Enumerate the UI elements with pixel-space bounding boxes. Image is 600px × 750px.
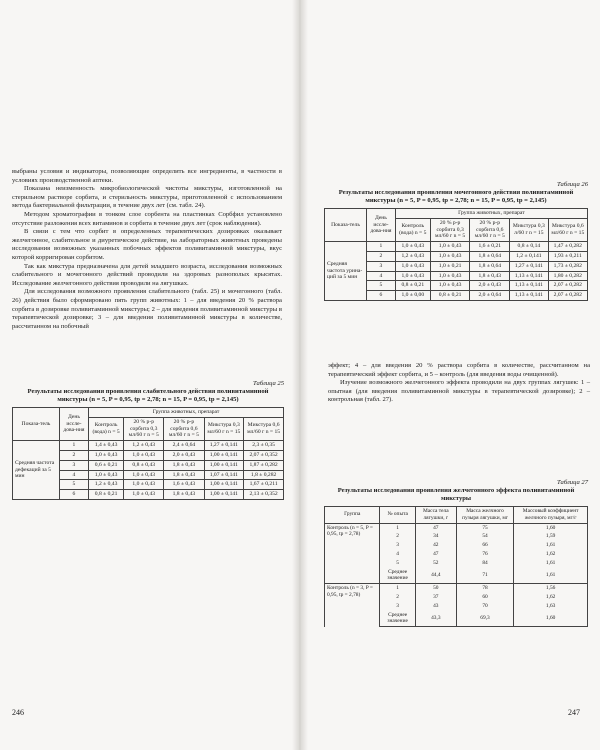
cell: 5 [380,559,415,568]
table-label: Таблица 27 [557,479,588,486]
cell: Среднее значение [380,611,415,627]
col-header: Микстура 0,6 мл/60 г n = 15 [244,417,284,440]
cell: 1,62 [514,550,588,559]
cell: 52 [415,559,456,568]
col-header: Показа-тель [325,209,367,242]
right-page-text [328,362,590,405]
cell: 1,61 [514,541,588,550]
cell: 2,07 ± 0,282 [548,291,587,301]
indicator-cell: Средняя частота урина-ций за 5 мин [325,242,367,301]
cell: 1,13 ± 0,141 [510,281,548,291]
cell: 1,6 ± 0,21 [470,242,510,252]
left-page [0,0,296,750]
cell: 1,8 ± 0,64 [470,261,510,271]
table-header-row [325,209,588,219]
cell: 1,2 ± 0,141 [510,251,548,261]
table-row [325,584,588,593]
cell: 1,0 ± 0,43 [124,480,164,490]
cell: 2,0 ± 0,43 [164,450,204,460]
cell: 1,27 ± 0,141 [204,441,244,451]
page-number-left: 246 [12,708,24,717]
col-header: Контроль (вода) n = 5 [395,218,430,241]
cell: 0,8 ± 0,43 [124,460,164,470]
cell: 1,00 ± 0,141 [204,460,244,470]
table-label: Таблица 26 [557,181,588,188]
table-title: Результаты исследования проявления слабительного действия поливитаминной микстуры (n = 5, P = 0,95, tp = 2,78; n = 15, P = 0,95, tp = 2,145) [27,388,269,403]
table-title: Результаты исследования проявления мочегонного действия поливитаминной микстуры (n = 5, P = 0,95, tp = 2,78; n = 15, P = 0,95, tp = 2,145) [338,189,574,204]
cell: 37 [415,593,456,602]
paragraph: эффект; 4 – для введения 20 % раствора сорбита в количестве, рассчитанном на терапевтический эффект сорбита, и 5 – контроль (для введения воды очищенной). [328,362,590,378]
paragraph: Показана неизменность микробиологической чистоты микстуры, изготовленной на стерильном растворе сорбита, и стерильность микстуры, приготовленной с использованием метода бактериальной фильтрации, в течение двух лет (см. табл. 24). [12,185,282,210]
table-25 [12,380,284,500]
cell: 78 [456,584,514,593]
cell: 1,2 ± 0,43 [124,441,164,451]
paragraph: Для исследования возможного проявления слабительного (табл. 25) и мочегонного (табл. 26) действия было сформировано пять групп животных: 1 – для введения 20 % раствора сорбита в дозировке поливитаминной микстуры; 2 – для введения поливитаминной микстуры в терапевтической дозировке; 3 – для введения поливитаминной микстуры в количестве, рассчитанном на побочный [12,288,282,330]
cell: 54 [456,532,514,541]
cell: 1,62 [514,593,588,602]
cell: 1,47 ± 0,282 [548,242,587,252]
cell: 1,0 ± 0,00 [395,291,430,301]
cell: 1,8 ± 0,43 [164,470,204,480]
cell: 76 [456,550,514,559]
paragraph: В связи с тем что сорбит в определенных терапевтических дозировках оказывает желчегонное, слабительное и диуретическое действие, на лабораторных животных проведены исследования возможных указанных побочных эффектов поливитаминной микстуры, вкус которой корригирован сорбитом. [12,228,282,261]
cell: 1,8 ± 0,64 [470,251,510,261]
col-header: Группа [325,507,380,524]
cell: 1,60 [514,523,588,532]
col-header: Микстура 0,6 мл/60 г n = 15 [548,218,587,241]
cell: 1,00 ± 0,141 [204,490,244,500]
cell: 1,0 ± 0,43 [124,490,164,500]
cell: 1,0 ± 0,43 [430,271,470,281]
cell: 1,0 ± 0,43 [395,271,430,281]
cell: 0,8 ± 0,21 [395,281,430,291]
cell: 1,0 ± 0,43 [89,470,124,480]
col-header: Контроль (вода) n = 5 [89,417,124,440]
cell: 1,0 ± 0,21 [430,261,470,271]
col-header: № опыта [380,507,415,524]
col-header: День иссле-дова-ния [59,408,88,441]
cell: 1,80 ± 0,282 [548,271,587,281]
cell: 47 [415,550,456,559]
paragraph: выбраны условия и индикаторы, позволяющие определить все ингредиенты, в частности в условиях производственной аптеки. [12,168,282,184]
cell: 1,07 ± 0,141 [204,470,244,480]
cell: 2,07 ± 0,352 [244,450,284,460]
cell: 1,13 ± 0,141 [510,271,548,281]
cell: 5 [59,480,88,490]
cell: 1,2 ± 0,43 [395,251,430,261]
page-number-right: 247 [568,708,580,717]
data-table [324,506,588,627]
cell: 1,8 ± 0,43 [470,271,510,281]
cell: 2,3 ± 0,35 [244,441,284,451]
cell: 1,6 ± 0,43 [164,480,204,490]
left-page-text [12,168,282,331]
cell: 1,4 ± 0,43 [89,441,124,451]
cell: 2,07 ± 0,282 [548,281,587,291]
cell: 3 [366,261,395,271]
col-header: Микстура 0,3 мл/60 г n = 15 [204,417,244,440]
table-header-row [325,507,588,524]
cell: 70 [456,602,514,611]
cell: 1,63 [514,602,588,611]
cell: 1,0 ± 0,43 [430,251,470,261]
cell: 3 [380,602,415,611]
table-27 [324,479,588,627]
cell: 1,93 ± 0,211 [548,251,587,261]
cell: 1,8 ± 0,43 [164,490,204,500]
cell: 1 [59,441,88,451]
cell: 1,73 ± 0,282 [548,261,587,271]
cell: 0,8 ± 0,14 [510,242,548,252]
cell: 43,3 [415,611,456,627]
col-header: Группа животных, препарат [89,408,284,418]
cell: 1,00 ± 0,141 [204,480,244,490]
cell: 69,3 [456,611,514,627]
paragraph: Изучение возможного желчегонного эффекта проводили на двух группах лягушек: 1 – опытная (для введения поливитаминной микстуры в терапевтической дозировке); 2 – контрольная (табл. 27). [328,379,590,404]
table-label: Таблица 25 [253,380,284,387]
cell: 0,6 ± 0,21 [89,460,124,470]
cell: 1,0 ± 0,43 [89,450,124,460]
cell: 1,13 ± 0,141 [510,291,548,301]
group-cell: Контроль (n = 3, P = 0,95, tp = 2,78) [325,584,380,627]
cell: 1,0 ± 0,43 [395,242,430,252]
indicator-cell: Средняя частота дефекаций за 5 мин [13,441,60,500]
cell: 2,0 ± 0,64 [470,291,510,301]
book-spine [292,0,308,750]
cell: 1,0 ± 0,43 [395,261,430,271]
cell: 75 [456,523,514,532]
col-header: Группа животных, препарат [395,209,587,219]
cell: 0,8 ± 0,21 [430,291,470,301]
col-header: 20 % р-р сорбита 0,6 мл/60 г n = 5 [470,218,510,241]
cell: 47 [415,523,456,532]
cell: 1,61 [514,568,588,584]
table-26 [324,181,588,301]
table-row [325,523,588,532]
table-row [325,242,588,252]
cell: 1 [366,242,395,252]
col-header: Показа-тель [13,408,60,441]
col-header: 20 % р-р сорбита 0,6 мл/60 г n = 5 [164,417,204,440]
data-table [12,407,284,500]
cell: 2 [380,532,415,541]
cell: 1,00 ± 0,141 [204,450,244,460]
paragraph: Методом хроматографии в тонком слое сорбента на пластинках Сорбфил установлено отсутствие разложения всех витаминов и сорбита в течение двух лет (срок наблюдения). [12,210,282,227]
col-header: Микстура 0,3 л/60 г n = 15 [510,218,548,241]
col-header: 20 % р-р сорбита 0,3 мл/60 г n = 5 [430,218,470,241]
cell: 50 [415,584,456,593]
cell: 1,2 ± 0,43 [89,480,124,490]
cell: 2 [366,251,395,261]
cell: 84 [456,559,514,568]
cell: 1,0 ± 0,43 [430,281,470,291]
cell: 1 [380,584,415,593]
col-header: Масса тела лягушки, г [415,507,456,524]
cell: 44,4 [415,568,456,584]
cell: Среднее значение [380,568,415,584]
cell: 1,27 ± 0,141 [510,261,548,271]
cell: 2 [59,450,88,460]
paragraph: Так как микстура предназначена для детей младшего возраста, исследования возможных слабительного и мочегонного действий проводили на здоровых разнополых крысятах. Исследование желчегонного действия проводили на лягушках. [12,262,282,287]
cell: 1,8 ± 0,282 [244,470,284,480]
cell: 43 [415,602,456,611]
cell: 1,67 ± 0,211 [244,480,284,490]
cell: 34 [415,532,456,541]
cell: 6 [366,291,395,301]
cell: 1,56 [514,584,588,593]
cell: 0,8 ± 0,21 [89,490,124,500]
cell: 1,0 ± 0,43 [430,242,470,252]
cell: 1,61 [514,559,588,568]
table-header-row [13,408,284,418]
col-header: Массовый коэффициент желчного пузыря, мг/г [514,507,588,524]
cell: 2,0 ± 0,43 [470,281,510,291]
cell: 60 [456,593,514,602]
cell: 4 [59,470,88,480]
cell: 2,13 ± 0,352 [244,490,284,500]
table-title: Результаты исследования проявления желчегонного эффекта поливитаминной микстуры [337,487,575,502]
cell: 2,4 ± 0,64 [164,441,204,451]
cell: 5 [366,281,395,291]
cell: 1 [380,523,415,532]
cell: 4 [366,271,395,281]
cell: 1,60 [514,611,588,627]
cell: 71 [456,568,514,584]
cell: 1,0 ± 0,43 [124,450,164,460]
cell: 6 [59,490,88,500]
cell: 42 [415,541,456,550]
cell: 3 [59,460,88,470]
col-header: 20 % р-р сорбита 0,3 мл/60 г n = 5 [124,417,164,440]
table-row [13,441,284,451]
cell: 1,8 ± 0,43 [164,460,204,470]
cell: 1,59 [514,532,588,541]
data-table [324,208,588,301]
cell: 3 [380,541,415,550]
cell: 2 [380,593,415,602]
cell: 66 [456,541,514,550]
col-header: День иссле-дова-ния [366,209,395,242]
col-header: Масса желчного пузыря лягушки, мг [456,507,514,524]
cell: 1,87 ± 0,282 [244,460,284,470]
group-cell: Контроль (n = 5, P = 0,95, tp = 2,78) [325,523,380,584]
cell: 1,0 ± 0,43 [124,470,164,480]
cell: 4 [380,550,415,559]
